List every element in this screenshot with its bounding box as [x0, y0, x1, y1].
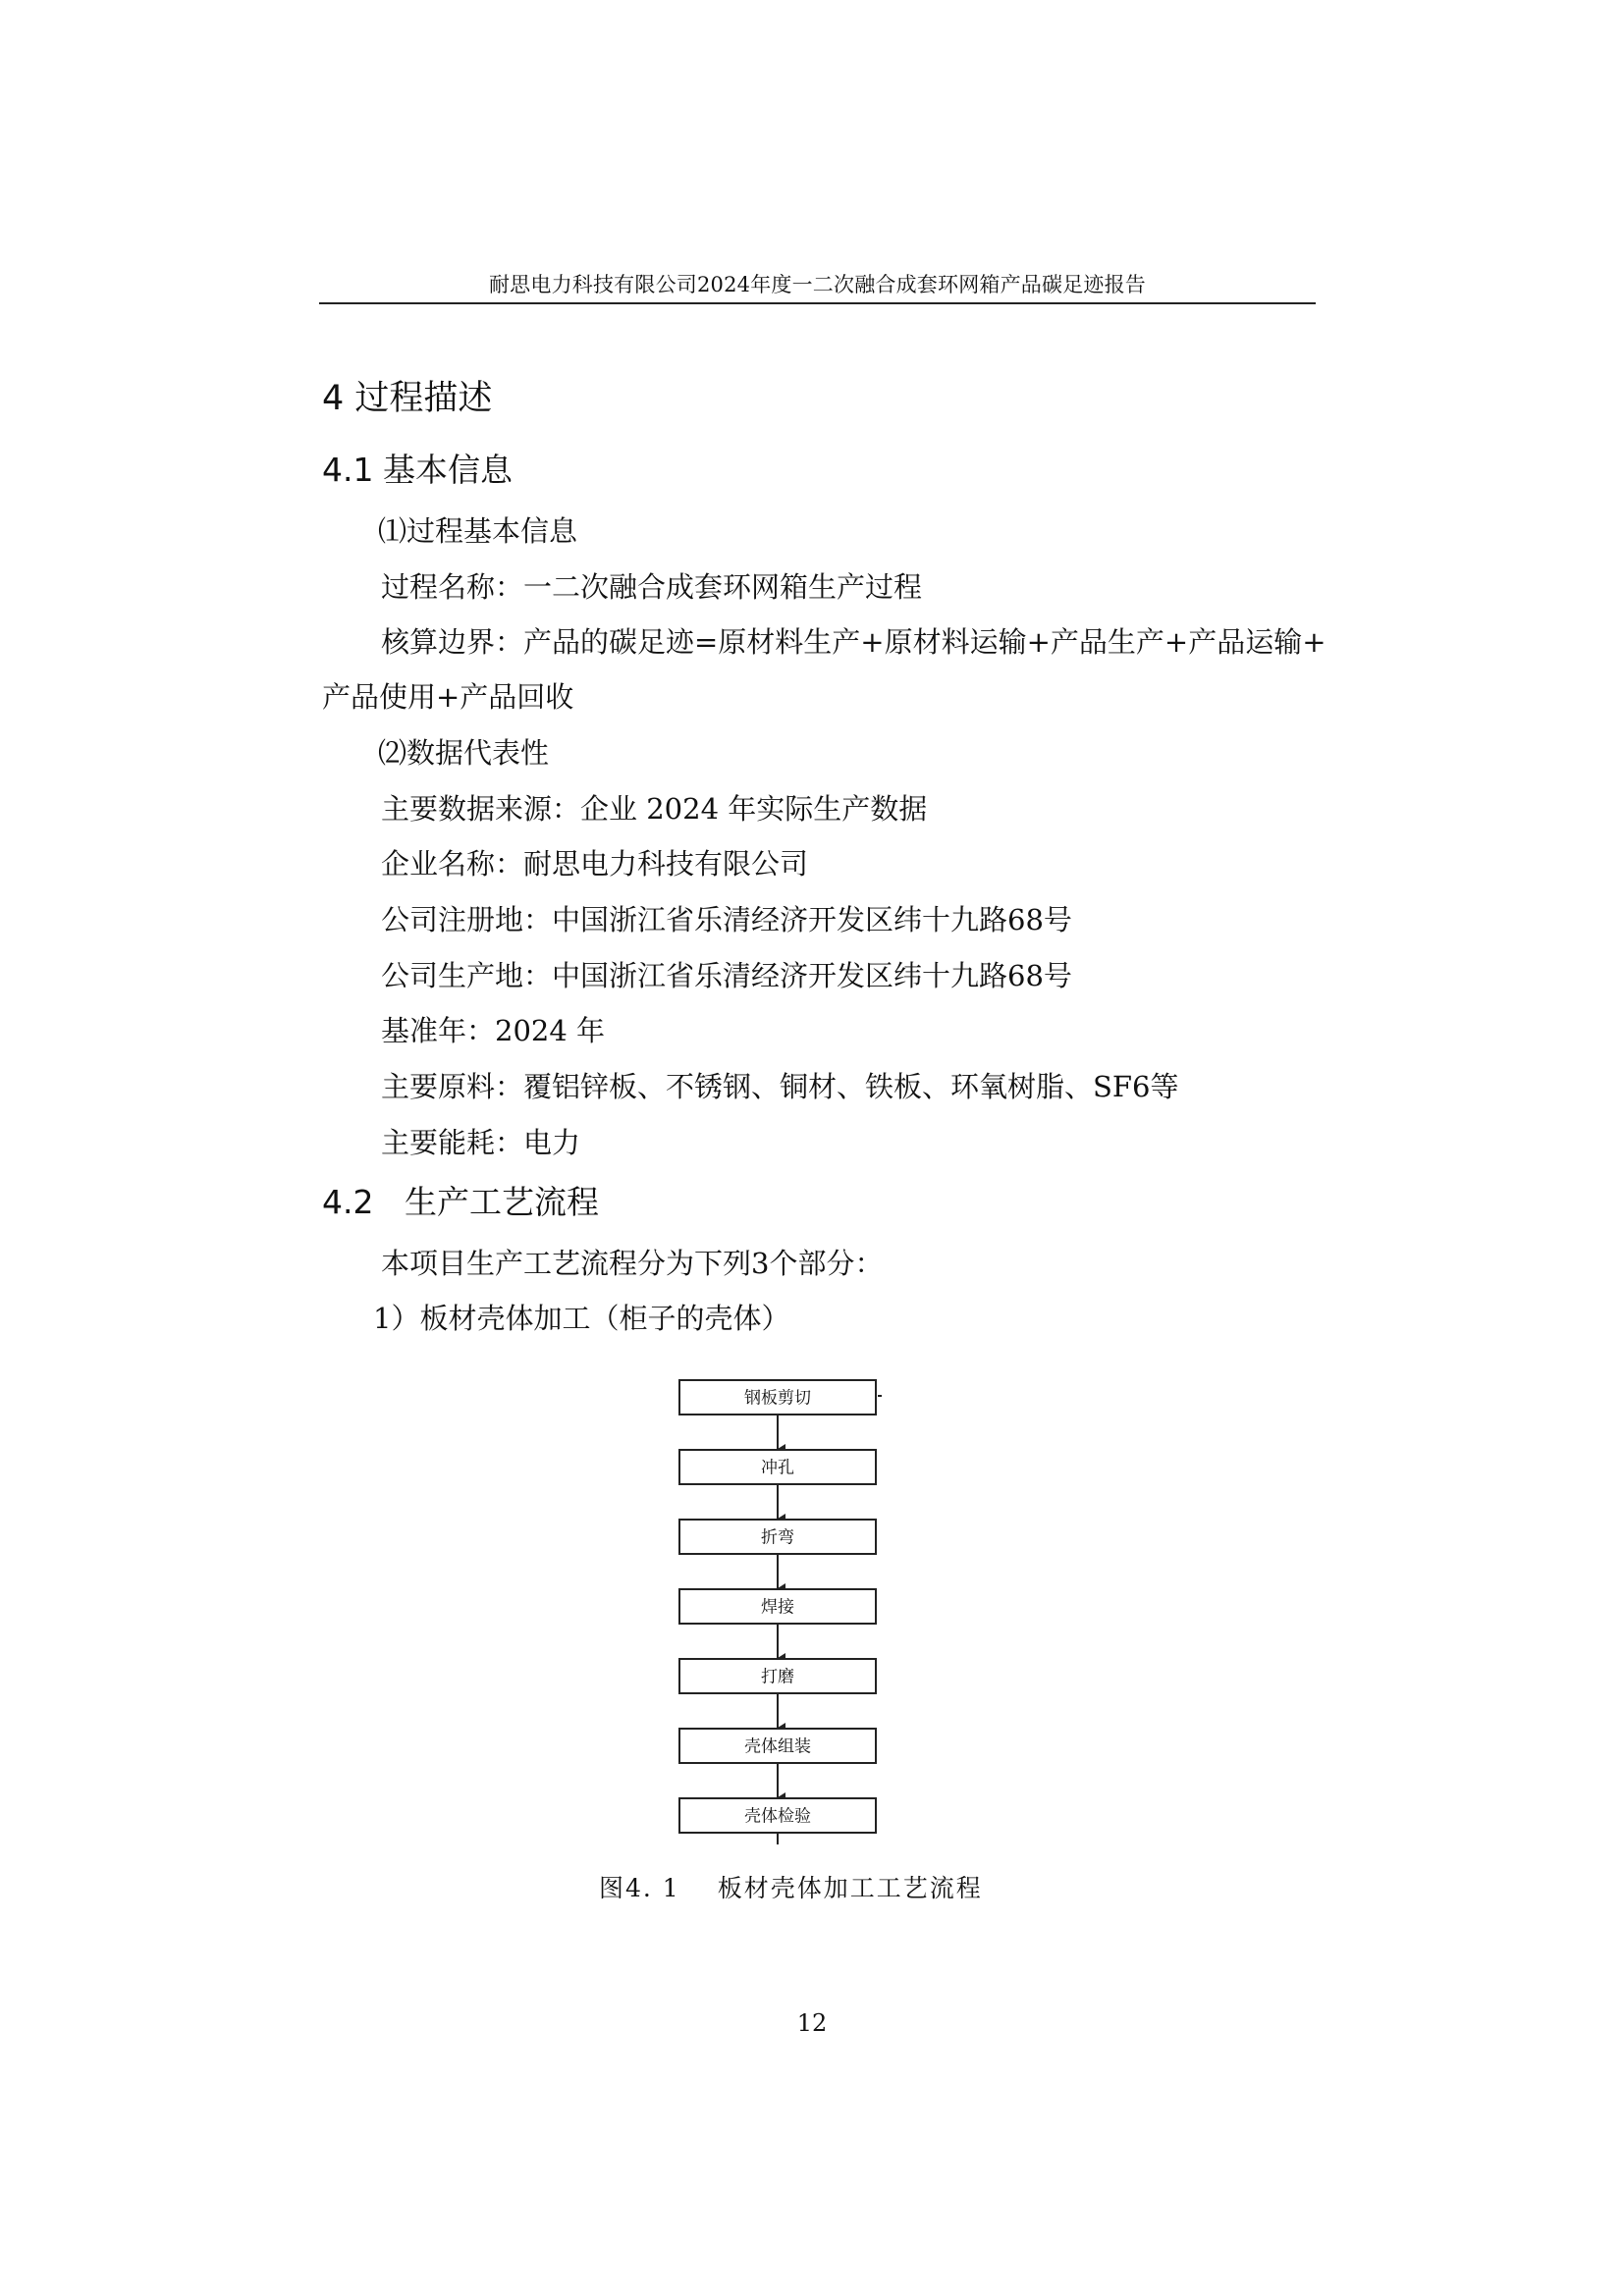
flow-step — [679, 1798, 876, 1833]
info-line: 基准年：2024 年 — [381, 1014, 606, 1047]
flow-step-label: 壳体检验 — [744, 1806, 811, 1827]
process-line: 1）板材壳体加工（柜子的壳体） — [373, 1302, 790, 1335]
flow-step — [679, 1589, 876, 1624]
flow-step — [679, 1450, 876, 1484]
figure-title: 板材壳体加工工艺流程 — [717, 1874, 983, 1902]
flow-step — [679, 1380, 876, 1415]
process-line: 本项目生产工艺流程分为下列3个部分： — [381, 1247, 884, 1280]
section-4-2-title: 生产工艺流程 — [405, 1183, 599, 1221]
flow-step — [679, 1729, 876, 1763]
info-line: ⑴过程基本信息 — [378, 514, 578, 548]
section-4-title: 4 过程描述 — [322, 379, 493, 418]
info-line: 过程名称：一二次融合成套环网箱生产过程 — [381, 570, 923, 604]
page-number: 12 — [796, 2009, 828, 2037]
info-line: 主要能耗：电力 — [381, 1126, 581, 1159]
flow-step-label: 壳体组装 — [744, 1736, 811, 1757]
info-line: 核算边界：产品的碳足迹=原材料生产+原材料运输+产品生产+产品运输+ — [381, 625, 1326, 659]
section-4-2-number: 4.2 — [322, 1183, 374, 1221]
figure-caption — [599, 1869, 983, 1904]
info-line: 企业名称：耐思电力科技有限公司 — [381, 847, 809, 881]
info-line: 产品使用+产品回收 — [322, 680, 574, 714]
flow-step-label: 钢板剪切 — [744, 1388, 811, 1409]
header-title: 耐思电力科技有限公司2024年度一二次融合成套环网箱产品碳足迹报告 — [488, 273, 1147, 296]
flow-step-label: 冲孔 — [761, 1458, 794, 1478]
section-4-1-title: 基本信息 — [383, 451, 513, 489]
figure-number: 图4. 1 — [599, 1874, 680, 1902]
info-line: 公司生产地：中国浙江省乐清经济开发区纬十九路68号 — [381, 959, 1072, 992]
flow-step-label: 折弯 — [761, 1527, 794, 1548]
flow-step — [679, 1659, 876, 1693]
flow-step-label: 打磨 — [761, 1667, 794, 1687]
info-line: ⑵数据代表性 — [378, 736, 550, 770]
info-line: 主要数据来源：企业 2024 年实际生产数据 — [381, 792, 928, 826]
flow-step — [679, 1520, 876, 1554]
flow-step-label: 焊接 — [761, 1597, 794, 1618]
info-line: 主要原料：覆铝锌板、不锈钢、铜材、铁板、环氧树脂、SF6等 — [381, 1070, 1179, 1103]
info-line: 公司注册地：中国浙江省乐清经济开发区纬十九路68号 — [381, 903, 1072, 936]
section-4-1-number: 4.1 — [322, 451, 374, 489]
